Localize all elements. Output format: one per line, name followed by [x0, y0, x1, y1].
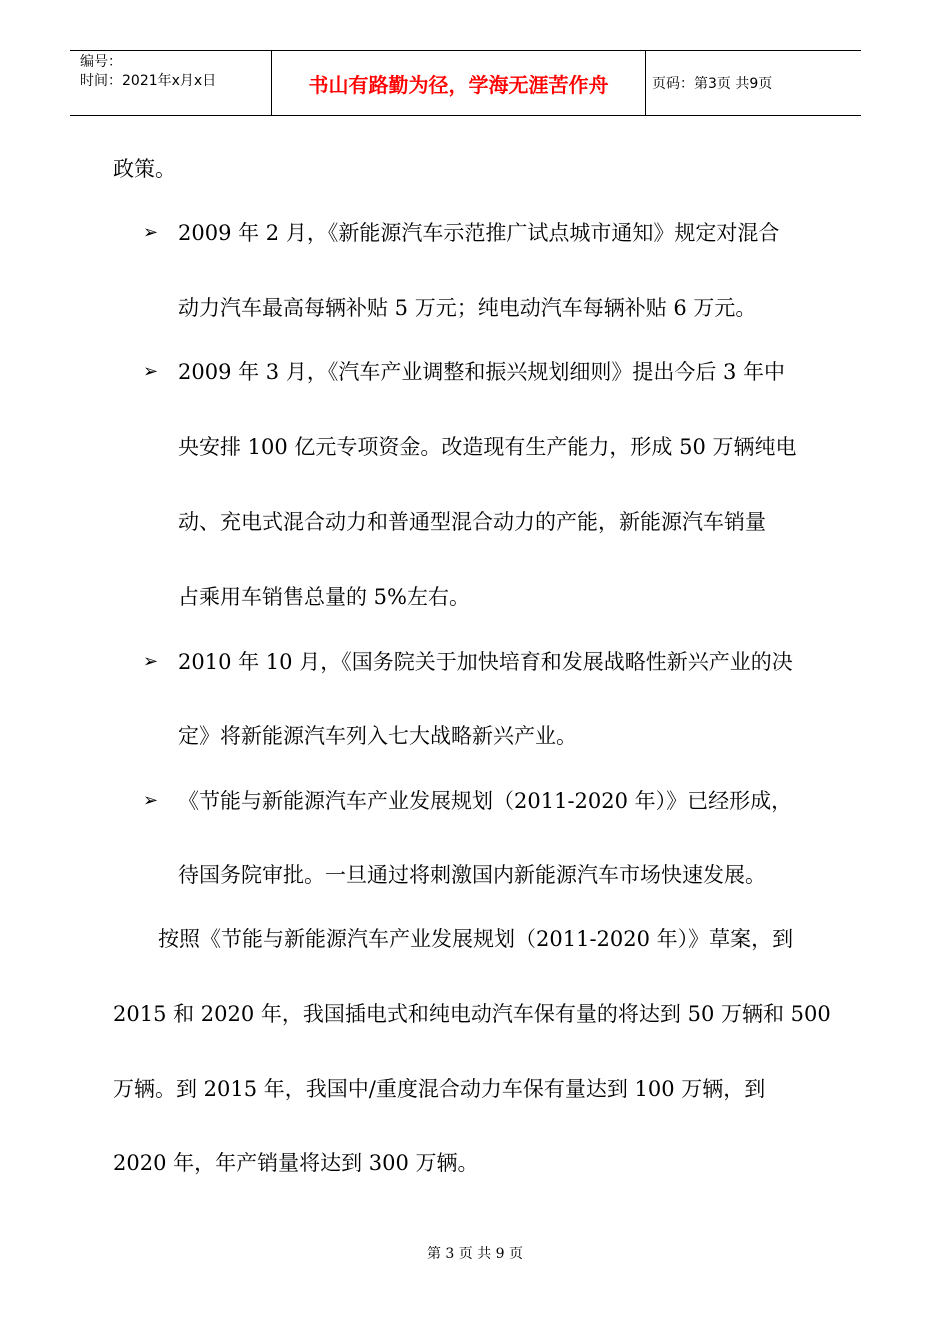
bullet-line: 《节能与新能源汽车产业发展规划（2011-2020 年）》已经形成， — [178, 789, 793, 813]
document-time-label: 时间：2021年x月x日 — [80, 73, 217, 89]
bullet-line: 央安排 100 亿元专项资金。改造现有生产能力，形成 50 万辆纯电 — [178, 435, 797, 459]
paragraph-line: 万辆。到 2015 年，我国中/重度混合动力车保有量达到 100 万辆，到 — [113, 1077, 766, 1101]
bullet-line: 动、充电式混合动力和普通型混合动力的产能，新能源汽车销量 — [178, 510, 766, 534]
bullet-line: 待国务院审批。一旦通过将刺激国内新能源汽车市场快速发展。 — [178, 863, 766, 887]
paragraph-line: 按照《节能与新能源汽车产业发展规划（2011-2020 年）》草案，到 — [158, 927, 794, 951]
bullet-line: 2009 年 3 月，《汽车产业调整和振兴规划细则》提出今后 3 年中 — [178, 360, 786, 384]
bullet-line: 占乘用车销售总量的 5%左右。 — [178, 585, 470, 609]
bullet-arrow-icon: ➢ — [143, 651, 159, 672]
bullet-line: 动力汽车最高每辆补贴 5 万元；纯电动汽车每辆补贴 6 万元。 — [178, 296, 757, 320]
bullet-line: 2009 年 2 月，《新能源汽车示范推广试点城市通知》规定对混合 — [178, 221, 780, 245]
bullet-arrow-icon: ➢ — [143, 222, 159, 243]
header-page-number: 页码：第3页 共9页 — [652, 76, 773, 92]
bullet-line: 定》将新能源汽车列入七大战略新兴产业。 — [178, 724, 577, 748]
bullet-arrow-icon: ➢ — [143, 361, 159, 382]
paragraph-line: 政策。 — [113, 157, 176, 181]
document-number-label: 编号： — [80, 54, 122, 70]
header-motto: 书山有路勤为径，学海无涯苦作舟 — [272, 51, 646, 115]
paragraph-line: 2015 和 2020 年，我国插电式和纯电动汽车保有量的将达到 50 万辆和 500 — [113, 1002, 831, 1026]
bullet-arrow-icon: ➢ — [143, 790, 159, 811]
bullet-line: 2010 年 10 月，《国务院关于加快培育和发展战略性新兴产业的决 — [178, 650, 793, 674]
page-header — [70, 50, 861, 116]
header-meta-cell — [70, 51, 272, 115]
paragraph-line: 2020 年，年产销量将达到 300 万辆。 — [113, 1151, 479, 1175]
page-footer: 第 3 页 共 9 页 — [426, 1246, 524, 1262]
